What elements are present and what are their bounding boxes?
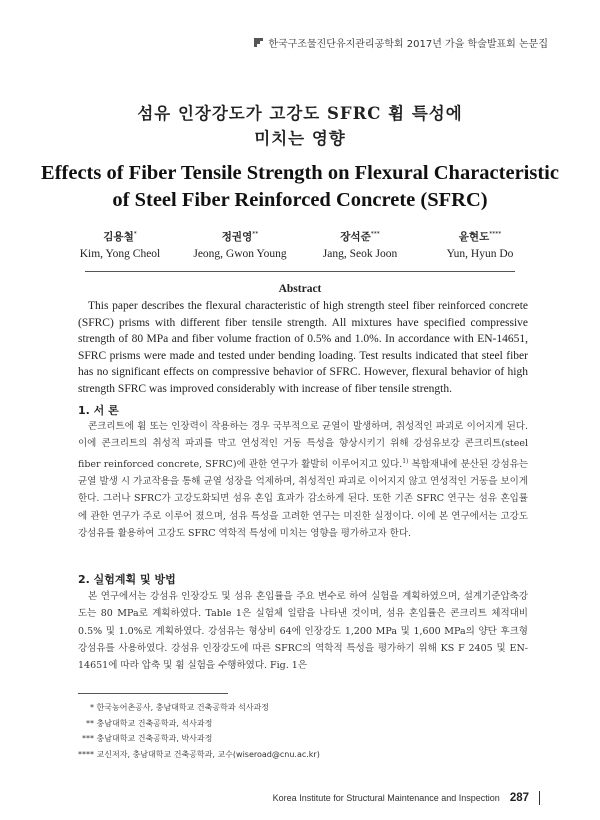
author-name-en: Jang, Seok Joon bbox=[322, 248, 398, 260]
author-name-en: Yun, Hyun Do bbox=[446, 248, 514, 260]
author-mark: ** bbox=[252, 230, 259, 238]
english-title-line-1: Effects of Fiber Tensile Strength on Flexural Characteristic bbox=[41, 162, 559, 184]
author-2 bbox=[180, 229, 300, 260]
author-name-ko: 윤현도 bbox=[458, 231, 490, 243]
author-divider bbox=[85, 271, 515, 272]
section-1-body bbox=[78, 418, 528, 542]
footnote-2: ** 충남대학교 건축공학과, 석사과정 bbox=[86, 718, 213, 728]
author-mark: *** bbox=[370, 230, 380, 238]
footer-society-name: Korea Institute for Structural Maintenance and Inspection bbox=[272, 793, 500, 803]
footnote-3: *** 충남대학교 건축공학과, 박사과정 bbox=[82, 734, 213, 743]
author-1 bbox=[60, 229, 180, 260]
section-1-heading: 1. 서 론 bbox=[78, 404, 119, 417]
author-name-en: Kim, Yong Cheol bbox=[79, 248, 161, 260]
author-mark: **** bbox=[489, 230, 502, 238]
english-title bbox=[0, 160, 600, 214]
section-1-text-b: 복합재내에 분산된 강섬유는 균열 발생 시 가교작용을 통해 균열 성장을 억제하며, 취성적인 파괴로 이어지지 않고 연성적인 거동을 보이게 한다. 그러나 SFRC가 고강도화되면 섬유 혼입 효과가 감소하게 된다. 또한 기존 SFRC 연구는 섬유 혼입률에 관한 연구가 주로 이루어 졌으며, 섬유 특성을 고려한 연구는 미진한 실정이다. 이에 본 연구에서는 고강도 강섬유를 활용하여 고강도 SFRC 역학적 특성에 미치는 영향을 평가하고자 한다. bbox=[78, 458, 528, 539]
korean-title-line-1: 섬유 인장강도가 고강도 SFRC 휨 특성에 bbox=[137, 104, 463, 123]
author-4 bbox=[420, 229, 540, 260]
header-text: 한국구조물진단유지관리공학회 2017년 가을 학술발표회 논문집 bbox=[268, 39, 548, 50]
footnote-4: **** 교신저자, 충남대학교 건축공학과, 교수(wiseroad@cnu.ac.kr) bbox=[78, 749, 320, 759]
korean-title bbox=[0, 101, 600, 151]
author-name-ko: 장석준 bbox=[340, 231, 371, 243]
reference-mark: 1) bbox=[402, 457, 409, 465]
author-3 bbox=[300, 229, 420, 260]
abstract-heading: Abstract bbox=[278, 283, 322, 295]
proceedings-header bbox=[254, 35, 548, 50]
english-title-line-2: of Steel Fiber Reinforced Concrete (SFRC) bbox=[112, 189, 488, 211]
author-name-ko: 정권영 bbox=[221, 231, 253, 243]
footer-divider bbox=[539, 791, 540, 805]
author-list bbox=[60, 229, 540, 260]
page-footer bbox=[273, 791, 540, 805]
author-mark: * bbox=[133, 230, 137, 238]
section-2-heading: 2. 실험계획 및 방법 bbox=[78, 573, 176, 586]
korean-title-line-2: 미치는 영향 bbox=[254, 129, 346, 148]
section-2-body: 본 연구에서는 강섬유 인장강도 및 섬유 혼입률을 주요 변수로 하여 실험을 계획하였으며, 설계기준압축강도는 80 MPa로 계획하였다. Table 1은 실험체 일람을 나타낸 것이며, 섬유 혼입률은 콘크리트 체적대비 0.5% 및 1.0%로 계획하였다. 강섬유는 형상비 64에 인장강도 1,200 MPa 및 1,600 MPa의 양단 후크형 강섬유를 사용하였다. 강섬유 인장강도에 따른 SFRC의 역학적 특성을 평가하기 위해 KS F 2405 및 EN-14651에 따라 압축 및 휨 실험을 수행하였다. Fig. 1은 bbox=[78, 591, 528, 672]
page-number: 287 bbox=[509, 792, 529, 804]
journal-logo-icon bbox=[254, 38, 263, 47]
footnote-1: * 한국농어촌공사, 충남대학교 건축공학과 석사과정 bbox=[90, 703, 270, 712]
abstract-body: This paper describes the flexural characteristic of high strength steel fiber reinforced concrete (SFRC) prisms with different fiber tensile strength. All mixtures have specified compressive strength of 80 MPa and fiber volume fraction of 0.5% and 1.0%. In accordance with EN-14651, SFRC prisms were made and tested under bending loading. Test results indicated that steel fiber has no significant effects on compressive behavior of SFRC. However, flexural behavior of high strength SFRC was improved considerably with increase of fiber tensile strength. bbox=[78, 300, 528, 395]
section-1-text-a: 콘크리트에 휨 또는 인장력이 작용하는 경우 국부적으로 균열이 발생하며, 취성적인 파괴로 이어지게 된다. 이에 콘크리트의 취성적 파괴를 막고 연성적인 거동 특성을 향상시키기 위해 강섬유보강 콘크리트(steel fiber reinforced concrete, SFRC)에 관한 연구가 활발히 이루어지고 있다. bbox=[78, 421, 528, 470]
footnote-divider bbox=[78, 693, 228, 694]
author-name-en: Jeong, Gwon Young bbox=[193, 248, 287, 260]
footnotes bbox=[78, 700, 320, 762]
author-name-ko: 김용철 bbox=[103, 231, 134, 243]
